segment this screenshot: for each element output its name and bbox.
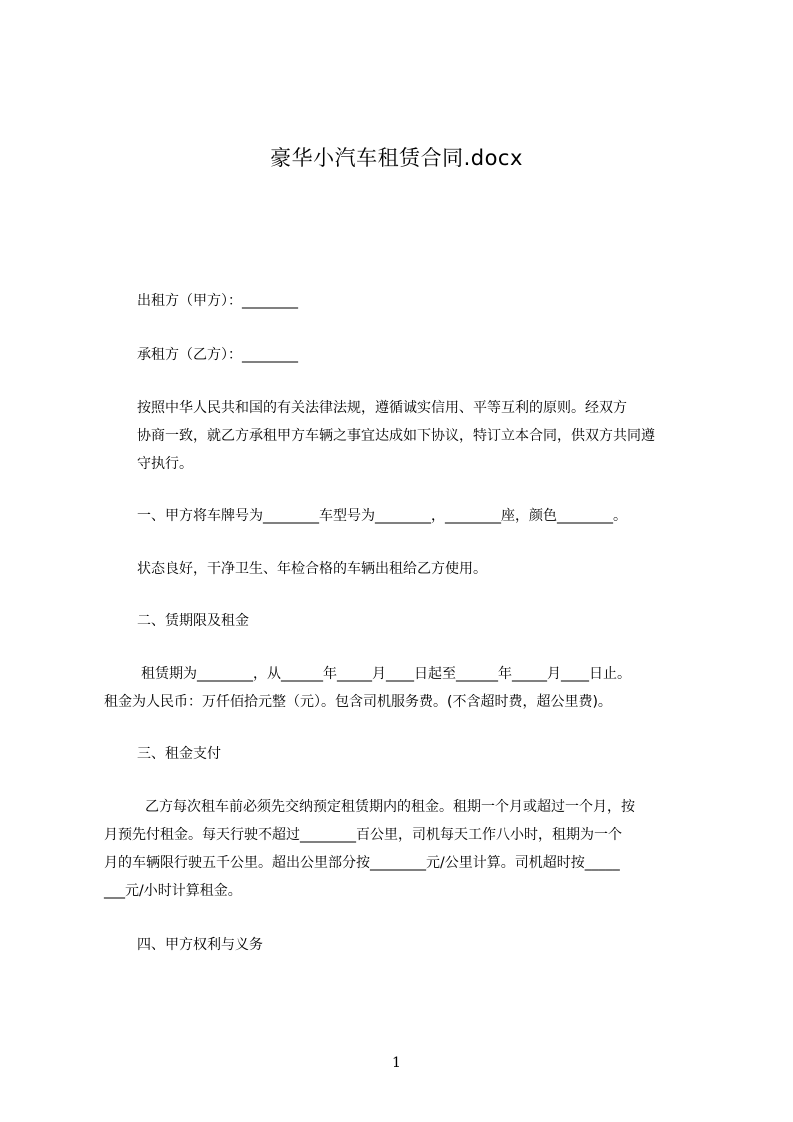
section3-line: 月预先付租金。每天行驶不超过________百公里，司机每天工作八小时，租期为一个: [104, 827, 622, 843]
section1-heading: 一、甲方将车牌号为________车型号为________，________座，颜色________。: [137, 508, 627, 524]
section3-heading: 三、租金支付: [137, 746, 221, 762]
lessee-line: 承租方（乙方）：________: [137, 347, 298, 363]
document-title: 豪华小汽车租赁合同.docx: [270, 146, 523, 170]
preamble-line: 守执行。: [137, 456, 193, 472]
section3-line: ___元/小时计算租金。: [104, 883, 242, 899]
preamble-line: 协商一致，就乙方承租甲方车辆之事宜达成如下协议，特订立本合同，供双方共同遵: [137, 428, 655, 444]
section3-line: 月的车辆限行驶五千公里。超出公里部分按________元/公里计算。司机超时按_____: [104, 855, 620, 871]
section2-heading: 二、赁期限及租金: [137, 613, 249, 629]
section2-line: 租赁期为________，从______年_____月____日起至______年_____月____日止。: [141, 666, 631, 682]
section3-line: 乙方每次租车前必须先交纳预定租赁期内的租金。租期一个月或超过一个月，按: [145, 799, 635, 815]
section1-body: 状态良好，干净卫生、年检合格的车辆出租给乙方使用。: [137, 561, 487, 577]
page-number: 1: [392, 1055, 401, 1071]
section4-heading: 四、甲方权利与义务: [137, 937, 263, 953]
preamble-line: 按照中华人民共和国的有关法律法规，遵循诚实信用、平等互利的原则。经双方: [137, 400, 627, 416]
section2-line: 租金为人民币：万仟佰拾元整（元）。包含司机服务费。(不含超时费，超公里费)。: [104, 694, 612, 710]
lessor-line: 出租方（甲方）：________: [137, 293, 298, 309]
